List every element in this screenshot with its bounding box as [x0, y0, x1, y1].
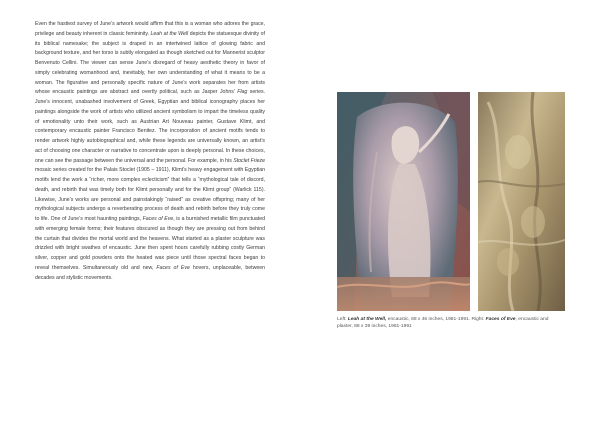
essay-text-part-1: Even the hastiest survey of June’s artwork would affirm that this is a woman who adores the grace, privilege and beauty inherent in classic femininity. — [35, 21, 265, 37]
caption-title-faces-of-eve: Faces of Eve — [485, 317, 516, 322]
artwork-title-faces-of-eve: Faces of Eve — [142, 216, 174, 222]
essay-text-part-5: , is a burnished metallic film punctuated with emerging female forms; their features obscured as though they are pressing out from behind the curtain that divides the mortal world and the heavens. What started as a plaster sculpture was drizzled with bright swathes of encaustic. June then spent hours carefully rubbing costly German silver, copper and gold powders onto the heated wax piece until those spectral faces began to reveal themselves. Simultaneously old and new, — [35, 216, 266, 271]
artwork-plates — [337, 92, 565, 314]
caption-part-1: Left: — [337, 317, 348, 322]
essay-text-part-6: hovers, unplaceable, between decades and stylistic movements. — [35, 264, 265, 281]
painting-leah-at-the-well — [337, 92, 470, 311]
sculpture-faces-of-eve — [478, 92, 565, 311]
essay-text-part-2: depicts the statuesque divinity of its biblical namesake; the subject is draped in an intertwined lattice of glowing fabric and background texture, and her torso is subtly elongated as though sketched out for Mannerist sculptor Benvenuto Cellini. The viewer can sense June’s disregard of heavy aesthetic theory in favor of simply celebrating womanhood and, inevitably, her own understanding of what it means to be a woman. The figurative and personally specific nature of June’s work separates her from artists whose encaustic paintings are abstract and overtly political, such as Jasper Johns’ — [35, 30, 265, 96]
essay-paragraph — [35, 20, 265, 283]
artwork-title-faces-of-eve-2: Faces of Eve — [156, 264, 190, 271]
caption-title-leah: Leah at the Well, — [347, 317, 387, 322]
artwork-title-flag: Flag — [237, 89, 248, 96]
plate-caption — [337, 316, 565, 330]
artwork-title-leah: Leah at the Well — [150, 30, 189, 37]
artwork-title-stoclet: Stoclet Frieze — [233, 157, 265, 164]
caption-part-3: , encaustic and plaster, 88 x 39 inches, 1981-1991 — [337, 317, 549, 330]
caption-part-2: encaustic, 68 x 46 inches, 1981-1991. Right: — [386, 317, 486, 322]
essay-text — [35, 20, 265, 283]
essay-text-part-3: series. June’s innocent, unabashed involvement of Greek, Egyptian and biblical iconography places her paintings alongside the work of artists who utilized ancient symbolism to impart the timeless quality of emotionality unto their work, such as Austrian Art Nouveau painter, Gustave Klimt, and contemporary encaustic painter Francisco Benitez. The incorporation of ancient motifs tends to render artwork highly autobiographical and, while these legends are universally known, an artist’s act of choosing one character or narrative to concentrate upon is deeply personal. In these choices, one can see the passage between the universal and the personal. For example, in his — [35, 89, 265, 164]
essay-text-part-4: mosaic series created for the Palais Stoclet (1905 – 1911), Klimt’s heavy engagement with Egyptian motifs lend the work a “richer, more complex eclecticism” that tells a “mythological tale of discord, death, and rebirth that was timely both for Klimt personally and for the Klimt group” (Warlick 115). Likewise, June’s works are personal and painstakingly “raised” as creative offspring; many of her mythological subjects undergo a reverberating process of death and rebirth before they truly come to life. One of June’s most haunting paintings, — [35, 167, 265, 222]
